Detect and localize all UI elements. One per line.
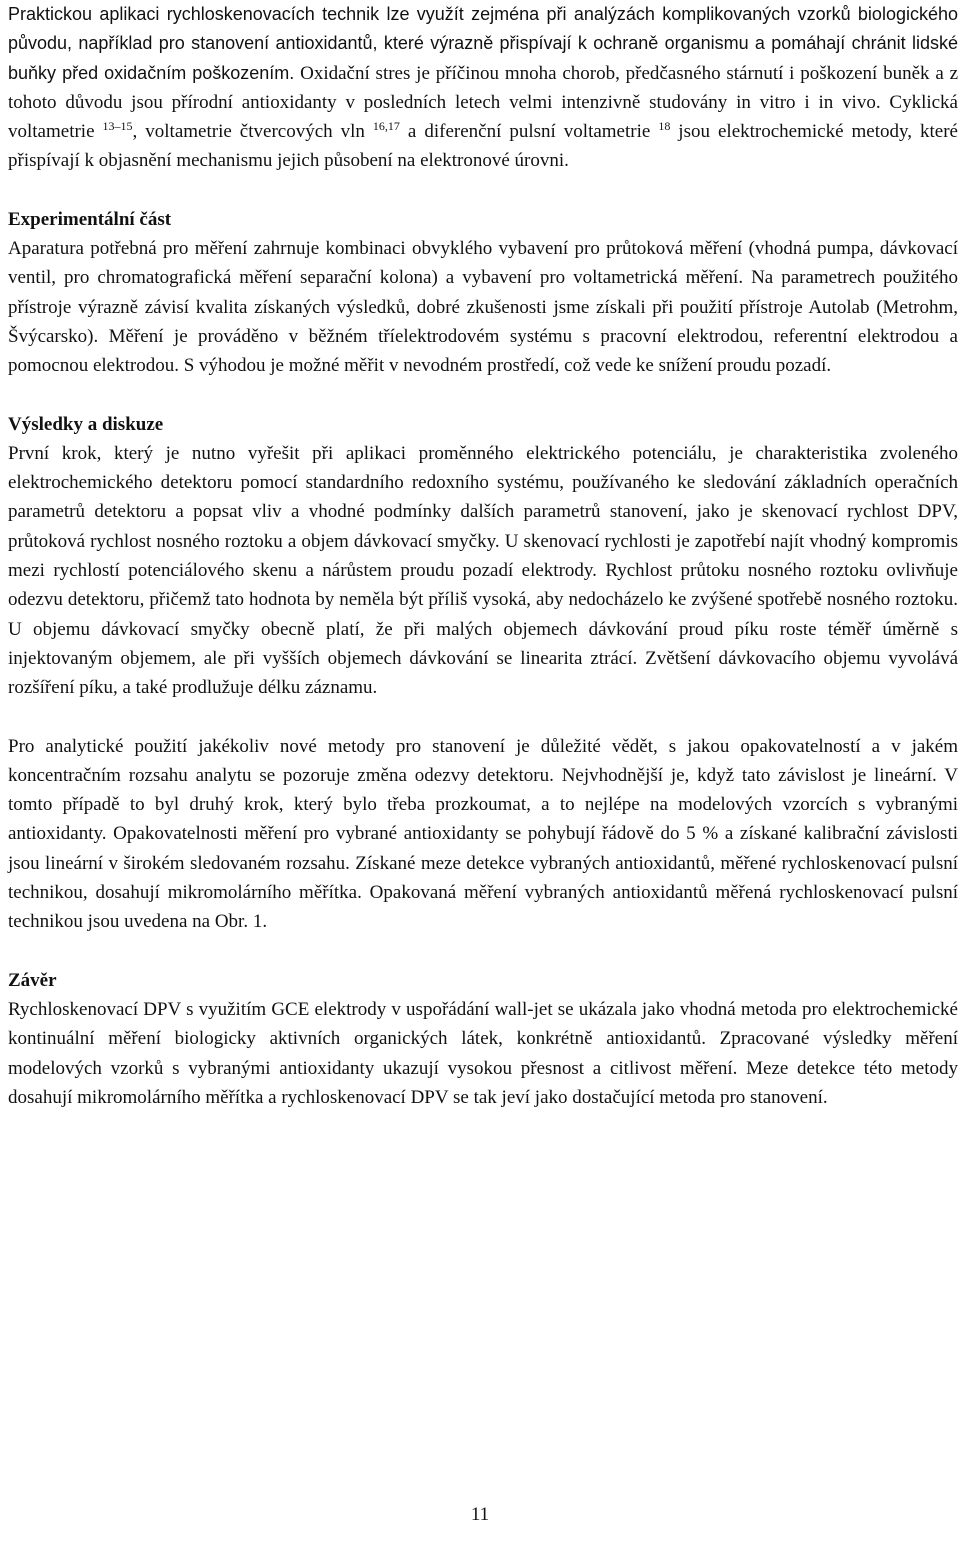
section-gap xyxy=(8,937,958,966)
intro-text-part5: jsou elektrochemické metody, které přispívají k objasnění mechanismu jejich působení na elektronové úrovni. xyxy=(8,121,958,172)
results-paragraph-1: První krok, který je nutno vyřešit při aplikaci proměnného elektrického potenciálu, je charakteristika zvoleného elektrochemického detektoru pomocí standardního redoxního systému, používaného ke sledování základních operačních parametrů detektoru a popsat vliv a vhodné podmínky dalších parametrů stanovení, jako je skenovací rychlost DPV, průtoková rychlost nosného roztoku a objem dávkovací smyčky. U skenovací rychlosti je zapotřebí najít vhodný kompromis mezi rychlostí potenciálového skenu a nárůstem proudu pozadí elektrody. Rychlost průtoku nosného roztoku ovlivňuje odezvu detektoru, přičemž tato hodnota by neměla být příliš vysoká, aby nedocházelo ke zvýšené spotřebě nosného roztoku. U objemu dávkovací smyčky obecně platí, že při malých objemech dávkování proud píku roste téměř úměrně s injektovaným objemem, ale při vyšších objemech dávkování se linearita ztrácí. Zvětšení dávkovacího objemu vyvolává rozšíření píku, a také prodlužuje délku záznamu. xyxy=(8,442,958,699)
experimental-paragraph: Aparatura potřebná pro měření zahrnuje kombinaci obvyklého vybavení pro průtoková měření (vhodná pumpa, dávkovací ventil, pro chromatografická měření separační kolona) a vybavení pro voltametrická měření. Na parametrech použitého přístroje výrazně závisí kvalita získaných výsledků, dobré zkušenosti jsme získali při použití přístroje Autolab (Metrohm, Švýcarsko). Měření je prováděno v běžném tříelektrodovém systému s pracovní elektrodou, referentní elektrodou a pomocnou elektrodou. S výhodou je možné měřit v nevodném prostředí, což vede ke snížení proudu pozadí. xyxy=(8,238,958,377)
experimental-heading: Experimentální část xyxy=(8,208,172,230)
intro-text-part3: , voltametrie čtvercových vln xyxy=(132,121,373,143)
reference-16-17: 16,17 xyxy=(372,119,400,134)
reference-13-15: 13–15 xyxy=(102,119,133,134)
results-paragraph-2: Pro analytické použití jakékoliv nové metody pro stanovení je důležité vědět, s jakou opakovatelností a v jakém koncentračním rozsahu analytu se pozoruje změna odezvy detektoru. Nejvhodnější je, když tato závislost je lineární. V tomto případě to byl druhý krok, který bylo třeba prozkoumat, a to nejlépe na modelových vzorcích s vybranými antioxidanty. Opakovatelnosti měření pro vybrané antioxidanty se pohybují řádově do 5 % a získané kalibrační závislosti jsou lineární v širokém sledovaném rozsahu. Získané meze detekce vybraných antioxidantů, měřené rychloskenovací pulsní technikou, dosahují mikromolárního měřítka. Opakovaná měření vybraných antioxidantů měřená rychloskenovací pulsní technikou jsou uvedena na Obr. 1. xyxy=(8,735,958,933)
intro-paragraph xyxy=(8,0,958,176)
reference-18: 18 xyxy=(658,119,671,134)
section-gap xyxy=(8,176,958,205)
section-gap xyxy=(8,703,958,732)
section-gap xyxy=(8,381,958,410)
conclusion-heading: Závěr xyxy=(8,969,57,991)
intro-text-part4: a diferenční pulsní voltametrie xyxy=(399,121,659,143)
page-number: 11 xyxy=(470,1504,490,1525)
intro-text-part2: Oxidační stres je příčinou mnoha chorob, předčasného stárnutí i poškození buněk a z tohoto důvodu jsou přírodní antioxidanty v posledních letech velmi intenzivně studovány in vitro i in vivo. Cyklická voltametrie xyxy=(8,62,958,143)
results-heading: Výsledky a diskuze xyxy=(8,413,164,435)
conclusion-paragraph: Rychloskenovací DPV s využitím GCE elektrody v uspořádání wall-jet se ukázala jako vhodná metoda pro elektrochemické kontinuální měření biologicky aktivních organických látek, konkrétně antioxidantů. Zpracované výsledky měření modelových vzorků s vybranými antioxidanty ukazují vysokou přesnost a citlivost měření. Meze detekce této metody dosahují mikromolárního měřítka a rychloskenovací DPV se tak jeví jako dostačující metoda pro stanovení. xyxy=(8,998,958,1108)
page-body xyxy=(8,0,958,1112)
intro-text-part1: Praktickou aplikaci rychloskenovacích technik lze využít zejména při analýzách komplikovaných vzorků biologického původu, například pro stanovení antioxidantů, které výrazně přispívají k ochraně organismu a pomáhají chránit lidské buňky před oxidačním poškozením. xyxy=(8,4,958,83)
